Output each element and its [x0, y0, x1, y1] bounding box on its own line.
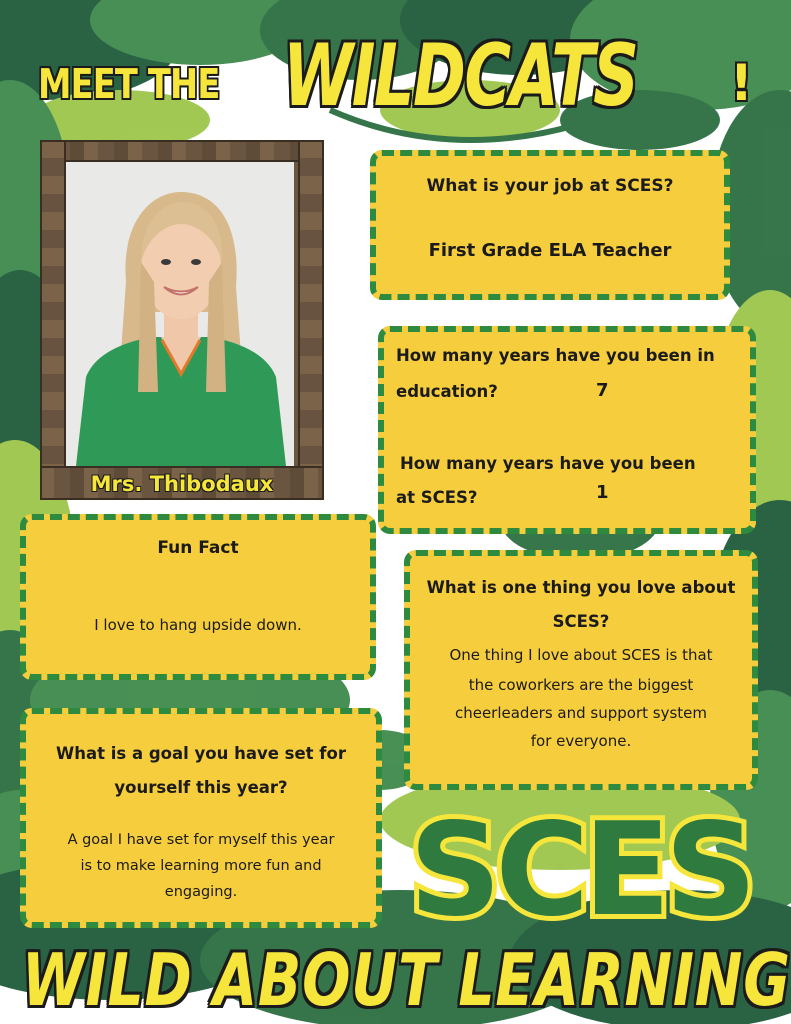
title-exclamation: !: [730, 54, 753, 112]
goal-answer-line3: engaging.: [164, 884, 238, 900]
love-question-line2: SCES?: [552, 612, 610, 631]
frame-top-plank: [40, 140, 324, 162]
teacher-portrait-illustration: [66, 162, 294, 466]
love-question-line1: What is one thing you love about: [426, 578, 736, 597]
years-sces-answer: 1: [596, 482, 609, 503]
years-card: [378, 326, 756, 534]
footer-slogan: WILD ABOUT LEARNING: [22, 938, 791, 1022]
goal-answer-line2: is to make learning more fun and: [80, 858, 322, 874]
fun-fact-answer: I love to hang upside down.: [94, 616, 302, 634]
love-answer-line3: cheerleaders and support system: [454, 704, 708, 722]
page-title: [0, 10, 791, 130]
frame-right-post: [298, 140, 324, 500]
fun-fact-card: [20, 514, 376, 680]
sces-logo: [384, 806, 776, 936]
goal-card: [20, 708, 382, 928]
teacher-name: Mrs. Thibodaux: [90, 472, 274, 496]
sces-logo-text: SCES: [409, 806, 751, 936]
years-sces-question-line2: at SCES?: [396, 488, 478, 507]
photo-frame: [40, 140, 324, 500]
title-wildcats: WILDCATS: [283, 26, 638, 126]
years-sces-question-line1: How many years have you been: [400, 454, 696, 473]
love-answer-line1: One thing I love about SCES is that: [449, 646, 713, 664]
job-question: What is your job at SCES?: [426, 176, 674, 196]
love-card: [404, 550, 758, 790]
title-meet-the: MEET THE: [38, 60, 220, 108]
fun-fact-heading: Fun Fact: [157, 538, 239, 558]
years-education-question-line1: How many years have you been in: [396, 346, 715, 365]
goal-answer-line1: A goal I have set for myself this year: [67, 832, 335, 848]
years-education-question-line2: education?: [396, 382, 498, 401]
footer-slogan-row: [0, 938, 791, 1022]
frame-left-post: [40, 140, 66, 500]
goal-question-line1: What is a goal you have set for: [56, 744, 346, 763]
love-answer-line4: for everyone.: [530, 732, 632, 750]
job-answer: First Grade ELA Teacher: [428, 240, 672, 261]
teacher-photo: [66, 162, 294, 466]
goal-question-line2: yourself this year?: [114, 778, 288, 797]
love-answer-line2: the coworkers are the biggest: [468, 676, 694, 694]
job-card: [370, 150, 730, 300]
years-education-answer: 7: [596, 380, 609, 401]
